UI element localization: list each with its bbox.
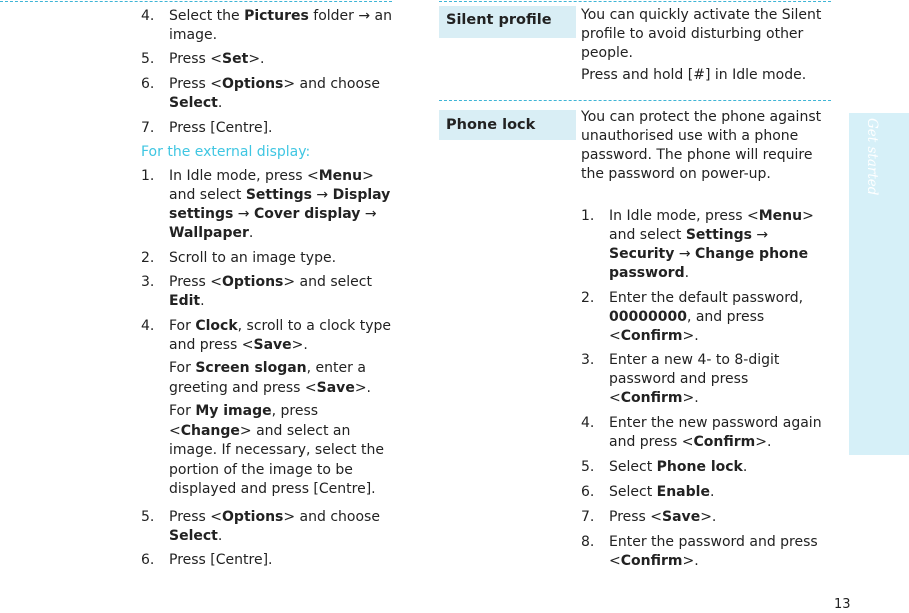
- list-item: 2. Enter the default password, 00000000, and press <Confirm>.: [581, 290, 804, 344]
- list-item: 8. Enter the password and press <Confirm>.: [581, 534, 818, 569]
- list-item: 6. Select Enable.: [581, 484, 715, 500]
- list-item: 5. Press <Options> and choose Select.: [141, 509, 380, 544]
- list-item: 2. Scroll to an image type.: [141, 250, 337, 266]
- list-item: 1. In Idle mode, press <Menu> and select Settings → Display settings → Cover display → Wallpaper.: [141, 168, 391, 241]
- list-item: 7. Press [Centre].: [141, 120, 273, 136]
- list-item: 5. Select Phone lock.: [581, 459, 748, 475]
- chapter-side-tab-label: Get started: [864, 118, 880, 196]
- top-rule-right: [439, 1, 831, 2]
- paragraph: For Screen slogan, enter a greeting and press <Save>.: [169, 360, 371, 396]
- list-item: 5. Press <Set>.: [141, 51, 265, 67]
- list-item: 7. Press <Save>.: [581, 509, 717, 525]
- subheading: For the external display:: [141, 144, 311, 160]
- paragraph: For My image, press <Change> and select an image. If necessary, select the portion of the image to be displayed and press [Centre].: [169, 403, 384, 497]
- section-description: You can protect the phone against unauthorised use with a phone password. The phone will require the password on power-up.: [581, 109, 822, 182]
- section-label-phone-lock: Phone lock: [439, 110, 576, 140]
- list-item: 4. For Clock, scroll to a clock type and press <Save>.: [141, 318, 391, 353]
- section-label-silent-profile: Silent profile: [439, 6, 576, 38]
- list-item: 6. Press <Options> and choose Select.: [141, 76, 380, 111]
- list-item: 6. Press [Centre].: [141, 552, 273, 568]
- section-note: Press and hold [#] in Idle mode.: [581, 67, 807, 83]
- list-item: 4. Enter the new password again and press <Confirm>.: [581, 415, 822, 450]
- list-item: 1. In Idle mode, press <Menu> and select Settings → Security → Change phone password.: [581, 208, 814, 281]
- list-item: 3. Press <Options> and select Edit.: [141, 274, 372, 309]
- page-number: 13: [834, 597, 851, 612]
- section-description: You can quickly activate the Silent profile to avoid disturbing other people.: [581, 7, 822, 61]
- top-rule-left: [0, 1, 392, 2]
- list-item: 3. Enter a new 4- to 8-digit password and press <Confirm>.: [581, 352, 780, 406]
- section-rule: [439, 100, 831, 101]
- list-item: 4. Select the Pictures folder → an image.: [141, 8, 393, 43]
